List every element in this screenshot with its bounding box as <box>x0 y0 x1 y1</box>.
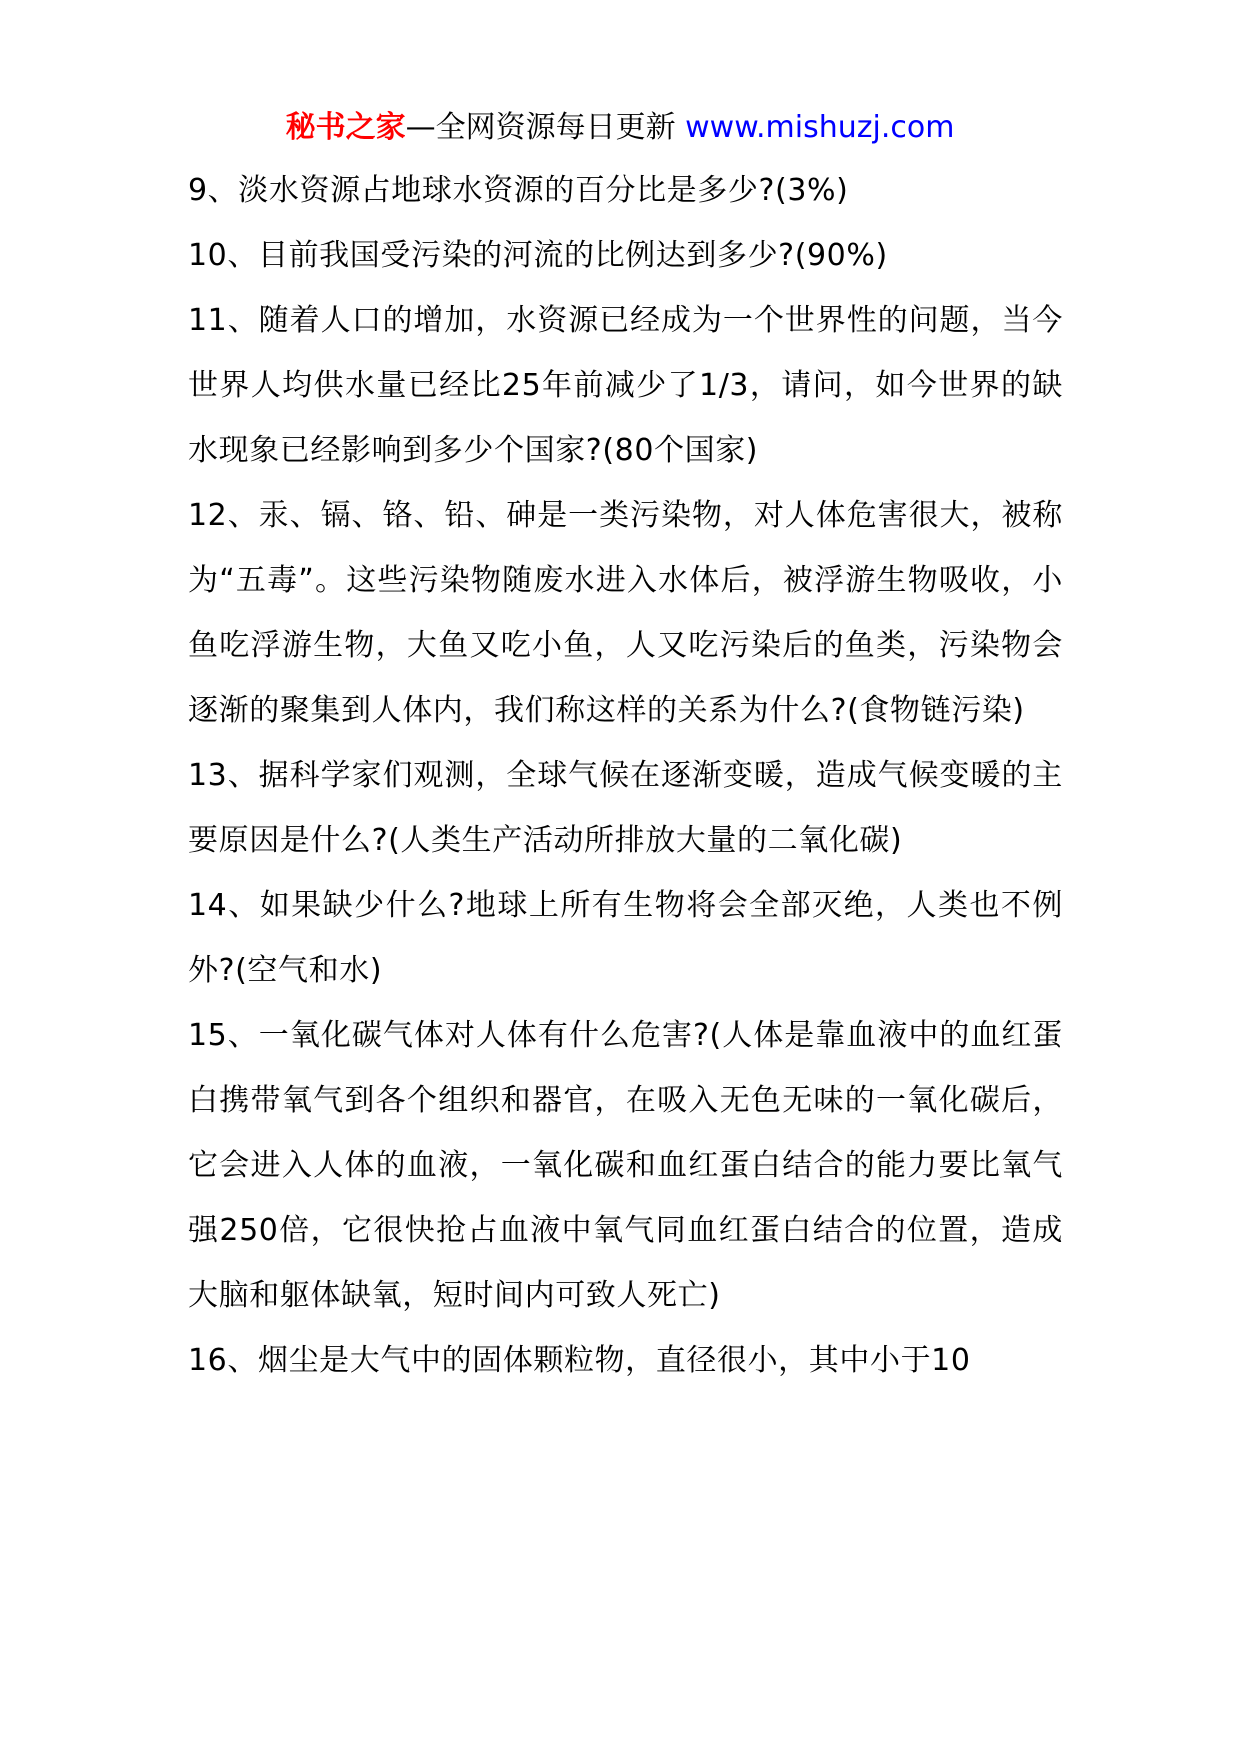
page-header <box>0 98 1240 158</box>
question-item-13: 13、据科学家们观测，全球气候在逐渐变暖，造成气候变暖的主要原因是什么?(人类生产活动所排放大量的二氧化碳) <box>188 758 1063 858</box>
question-item-16: 16、烟尘是大气中的固体颗粒物，直径很小，其中小于10 <box>188 1343 971 1378</box>
question-item-11: 11、随着人口的增加，水资源已经成为一个世界性的问题，当今世界人均供水量已经比25年前减少了1/3，请问，如今世界的缺水现象已经影响到多少个国家?(80个国家) <box>188 303 1063 468</box>
question-item-9: 9、淡水资源占地球水资源的百分比是多少?(3%) <box>188 173 849 208</box>
question-item-12: 12、汞、镉、铬、铅、砷是一类污染物，对人体危害很大，被称为“五毒”。这些污染物随废水进入水体后，被浮游生物吸收，小鱼吃浮游生物，大鱼又吃小鱼，人又吃污染后的鱼类，污染物会逐渐的聚集到人体内，我们称这样的关系为什么?(食物链污染) <box>188 498 1063 728</box>
brand-name: 秘书之家 <box>285 110 406 145</box>
question-item-14: 14、如果缺少什么?地球上所有生物将会全部灭绝，人类也不例外?(空气和水) <box>188 888 1063 988</box>
question-item-10: 10、目前我国受污染的河流的比例达到多少?(90%) <box>188 238 888 273</box>
header-tagline: —全网资源每日更新 <box>405 110 676 145</box>
question-item-15: 15、一氧化碳气体对人体有什么危害?(人体是靠血液中的血红蛋白携带氧气到各个组织和器官，在吸入无色无味的一氧化碳后，它会进入人体的血液，一氧化碳和血红蛋白结合的能力要比氧气强250倍，它很快抢占血液中氧气同血红蛋白结合的位置，造成大脑和躯体缺氧，短时间内可致人死亡) <box>188 1018 1063 1313</box>
website-link[interactable]: www.mishuzj.com <box>685 110 955 145</box>
question-list <box>188 158 1063 1393</box>
